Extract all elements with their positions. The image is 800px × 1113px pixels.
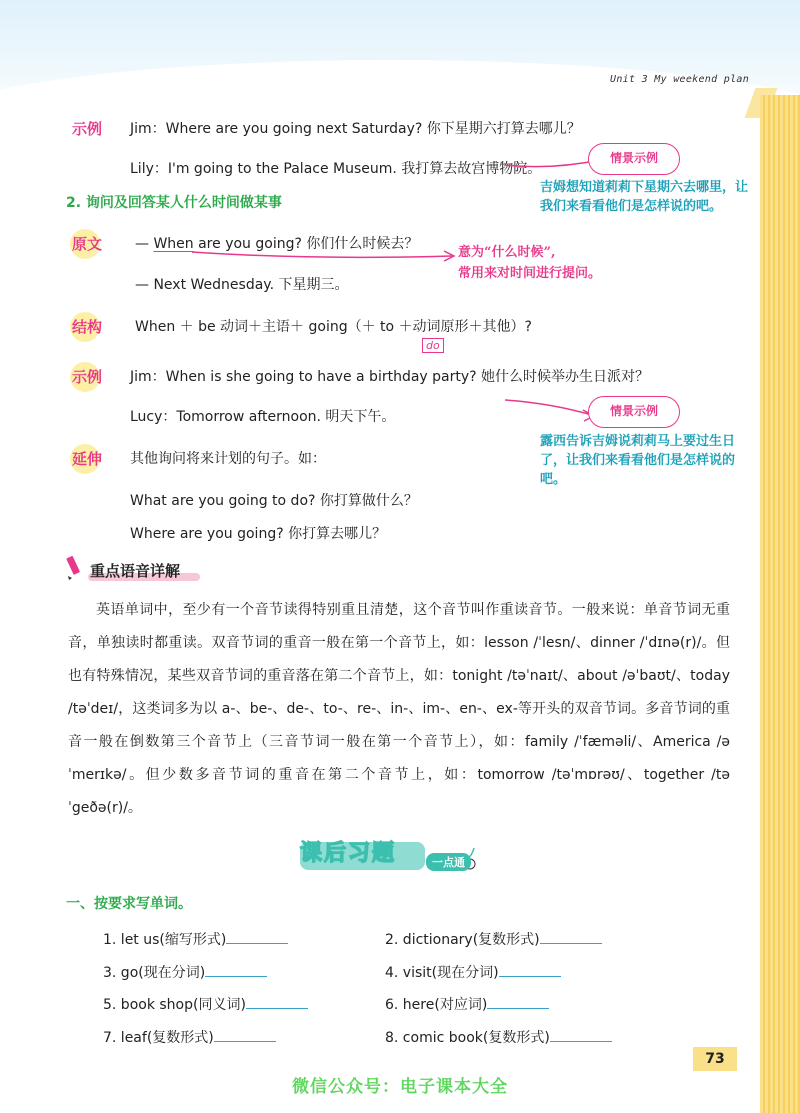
item-label: 8. comic book(复数形式) [385, 1030, 550, 1046]
exercise-banner-sub: 一点通 [426, 853, 471, 871]
exercise-banner-title: 课后习题 [300, 841, 397, 866]
cloud-scenario-1: 情景示例 [588, 143, 680, 175]
question-rest: are you going? 你们什么时候去？ [193, 236, 419, 252]
arrow-2 [500, 395, 600, 425]
answer-blank[interactable] [540, 931, 602, 944]
answer-blank[interactable] [214, 1029, 276, 1042]
extend-intro: 其他询问将来计划的句子。如： [130, 451, 326, 467]
note-scenario-1: 吉姆想知道莉莉下星期六去哪里，让我们来看看他们是怎样说的吧。 [540, 180, 749, 214]
original-answer: — Next Wednesday. 下星期三。 [135, 277, 349, 293]
item-label: 1. let us(缩写形式) [103, 932, 227, 948]
footer-watermark: 微信公众号：电子课本大全 [292, 1077, 508, 1097]
answer-blank[interactable] [487, 996, 549, 1009]
example2-jim-line: Jim：When is she going to have a birthday party? 她什么时候举办生日派对？ [130, 369, 650, 385]
phonetics-paragraph [68, 594, 730, 825]
tag-example-2: 示例 [72, 368, 103, 386]
item-label: 5. book shop(同义词) [103, 997, 246, 1013]
item-label: 4. visit(现在分词) [385, 965, 499, 981]
tag-example-1: 示例 [72, 120, 103, 138]
heading-when: 2. 询问及回答某人什么时间做某事 [66, 195, 282, 211]
extend-sentence-1: What are you going to do? 你打算做什么？ [130, 493, 418, 509]
item-label: 3. go(现在分词) [103, 965, 206, 981]
pencil-icon [64, 554, 84, 580]
arrow-when [190, 248, 460, 268]
page-number: 73 [693, 1047, 737, 1071]
example2-lucy-line: Lucy：Tomorrow afternoon. 明天下午。 [130, 409, 396, 425]
example-jim-line: Jim：Where are you going next Saturday? 你下星期六打算去哪儿？ [130, 121, 581, 137]
note-when-line2: 常用来对时间进行提问。 [458, 266, 602, 281]
tag-structure: 结构 [72, 318, 103, 336]
section-title: 重点语音详解 [90, 562, 181, 580]
item-label: 7. leaf(复数形式) [103, 1030, 214, 1046]
exercise-item-7 [103, 1027, 276, 1047]
exercise-heading: 一、按要求写单词。 [66, 896, 192, 912]
cloud-scenario-2: 情景示例 [588, 396, 680, 428]
answer-blank[interactable] [246, 996, 308, 1009]
item-label: 2. dictionary(复数形式) [385, 932, 540, 948]
structure-formula: When ＋ be 动词＋主语＋ going（＋ to ＋动词原形＋其他）? [135, 319, 532, 335]
answer-blank[interactable] [205, 964, 267, 977]
answer-blank[interactable] [226, 931, 288, 944]
when-word: When [153, 236, 194, 252]
tag-extend: 延伸 [72, 450, 103, 468]
note-when-line1: 意为“什么时候”, [458, 245, 556, 260]
exercise-item-1 [103, 929, 288, 949]
tag-original: 原文 [72, 235, 103, 253]
exercise-item-4 [385, 962, 561, 982]
exercise-item-3 [103, 962, 267, 982]
dash: — [135, 236, 154, 252]
exercise-item-5 [103, 994, 308, 1014]
unit-header: Unit 3 My weekend plan [610, 74, 750, 85]
extend-sentence-2: Where are you going? 你打算去哪儿？ [130, 526, 387, 542]
answer-blank[interactable] [550, 1029, 612, 1042]
answer-blank[interactable] [499, 964, 561, 977]
book-edge [760, 95, 800, 1113]
exercise-item-6 [385, 994, 549, 1014]
exercise-item-8 [385, 1027, 612, 1047]
item-label: 6. here(对应词) [385, 997, 488, 1013]
exercise-item-2 [385, 929, 602, 949]
structure-mark-do: do [422, 338, 444, 353]
paragraph-text: 英语单词中，至少有一个音节读得特别重且清楚，这个音节叫作重读音节。一般来说：单音节词无重音，单独读时都重读。双音节词的重音一般在第一个音节上，如：lesson /ˈlesn/、dinner /ˈdɪnə(r)/。但也有特殊情况，某些双音节词的重音落在第二个音节上，如：tonight /təˈnaɪt/、about /əˈbaʊt/、today /təˈdeɪ/，这类词多为以 a-、be-、de-、to-、re-、in-、im-、en-、ex-等开头的双音节词。多音节词的重音一般在倒数第三个音节上（三音节词一般在第一个音节上），如：family /ˈfæməli/、America /əˈmerɪkə/。但少数多音节词的重音在第二个音节上，如：tomorrow /təˈmɒrəʊ/、together /təˈgeðə(r)/。 [68, 602, 730, 816]
note-scenario-2: 露西告诉吉姆说莉莉马上要过生日了，让我们来看看他们是怎样说的吧。 [540, 434, 736, 487]
example-lily-line: Lily：I'm going to the Palace Museum. 我打算去故宫博物院。 [130, 161, 542, 177]
